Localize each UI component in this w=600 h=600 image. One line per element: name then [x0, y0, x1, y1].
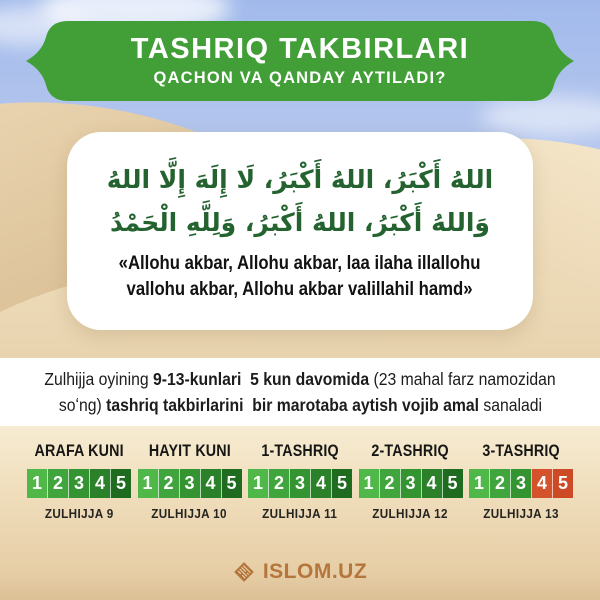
schedule-column	[468, 441, 574, 521]
transliteration	[94, 251, 505, 302]
day-label: HAYIT KUNI	[148, 441, 231, 460]
banner-text	[26, 21, 574, 101]
takbir-cell: 4	[90, 469, 111, 498]
takbir-cell: 5	[222, 469, 242, 498]
takbir-cell: 1	[27, 469, 48, 498]
takbir-cell: 4	[422, 469, 443, 498]
page-subtitle: QACHON VA QANDAY AYTILADI?	[153, 68, 447, 87]
footer	[0, 560, 600, 584]
takbir-count-cells	[469, 469, 573, 498]
takbir-cell: 2	[269, 469, 290, 498]
takbir-cell: 2	[380, 469, 401, 498]
day-label: 3-TASHRIQ	[482, 441, 560, 460]
takbir-count-cells	[359, 469, 463, 498]
takbir-cell: 5	[111, 469, 131, 498]
info-text	[58, 392, 541, 418]
takbir-cell: 3	[69, 469, 90, 498]
takbir-cell: 2	[48, 469, 69, 498]
takbir-cell: 2	[490, 469, 511, 498]
day-label: 2-TASHRIQ	[371, 441, 450, 460]
info-segment: sanaladi	[482, 395, 542, 415]
schedule-row	[0, 426, 600, 521]
schedule-column	[247, 441, 353, 521]
takbir-count-cells	[248, 469, 352, 498]
page-title: TASHRIQ TAKBIRLARI	[130, 33, 470, 66]
info-segment-bold: 9-13-kunlari 5 kun davomida	[152, 368, 374, 389]
info-segment-bold: tashriq takbirlarini bir marotaba aytish vojib amal	[105, 395, 483, 415]
takbir-cell: 1	[138, 469, 159, 498]
cloud-shape	[480, 96, 600, 136]
schedule-column	[137, 441, 243, 521]
date-label: ZULHIJJA 13	[483, 506, 559, 521]
info-segment: (23 mahal farz namozidan	[373, 368, 556, 389]
title-banner	[26, 21, 574, 101]
takbir-cell: 3	[511, 469, 532, 498]
date-label: ZULHIJJA 11	[262, 506, 338, 521]
schedule-column	[26, 441, 132, 521]
info-text	[44, 366, 555, 392]
takbir-cell: 1	[469, 469, 490, 498]
takbir-cell: 1	[248, 469, 269, 498]
date-label: ZULHIJJA 12	[372, 506, 449, 521]
arabic-takbir-line-2: وَاللهُ أَكْبَرُ، اللهُ أَكْبَرُ، وَلِلَّهِ الْحَمْدُ	[110, 207, 490, 237]
takbir-count-cells	[27, 469, 131, 498]
schedule-section	[0, 426, 600, 600]
takbir-count-cells	[138, 469, 242, 498]
info-segment: Zulhijja oyining	[44, 368, 153, 389]
date-label: ZULHIJJA 9	[44, 506, 114, 521]
takbir-card	[67, 132, 533, 330]
takbir-cell: 3	[401, 469, 422, 498]
takbir-cell: 5	[443, 469, 463, 498]
brand-name: ISLOM.UZ	[262, 560, 368, 583]
takbir-cell: 3	[290, 469, 311, 498]
day-label: ARAFA KUNI	[34, 441, 124, 460]
date-label: ZULHIJJA 10	[151, 506, 228, 521]
takbir-cell: 4	[311, 469, 332, 498]
takbir-cell: 3	[180, 469, 201, 498]
kufic-diamond-icon	[233, 561, 255, 583]
takbir-cell: 5	[332, 469, 352, 498]
takbir-cell: 1	[359, 469, 380, 498]
takbir-cell: 2	[159, 469, 180, 498]
schedule-column	[358, 441, 464, 521]
info-segment: soʻng)	[58, 395, 106, 415]
takbir-cell: 4	[201, 469, 222, 498]
arabic-takbir-line-1: اللهُ أَكْبَرُ، اللهُ أَكْبَرُ، لَا إِلَهَ إِلَّا اللهُ	[106, 165, 494, 195]
takbir-cell: 4	[532, 469, 553, 498]
transliteration-line-1: «Allohu akbar, Allohu akbar, laa ilaha illallohu	[119, 253, 481, 275]
day-label: 1-TASHRIQ	[261, 441, 339, 460]
info-band	[0, 358, 600, 426]
transliteration-line-2: vallohu akbar, Allohu akbar valillahil hamd»	[127, 279, 473, 300]
takbir-cell: 5	[553, 469, 573, 498]
